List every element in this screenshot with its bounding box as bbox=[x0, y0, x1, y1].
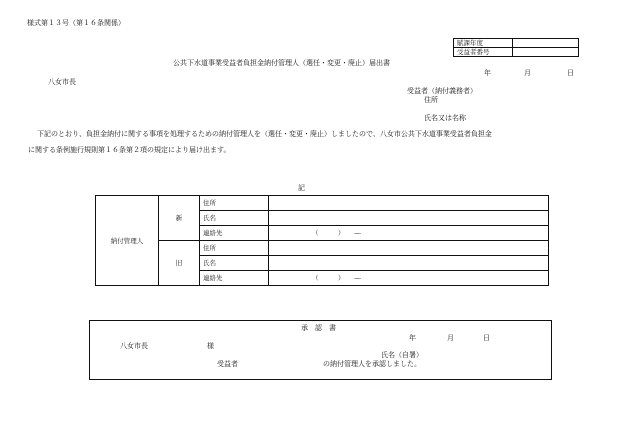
consent-beneficiary-label: 受益者 bbox=[217, 360, 238, 368]
body-text-line1: 下記のとおり、負担金納付に関する事項を処理するための納付管理人を（選任・変更・廃止）しましたので、八女市公共下水道事業受益者負担金 bbox=[37, 130, 492, 138]
consent-sign-label: 氏名（自署） bbox=[381, 351, 423, 359]
date-day: 日 bbox=[567, 69, 574, 77]
consent-addressee: 八女市長 bbox=[120, 342, 148, 350]
beneficiary-address-label: 住所 bbox=[424, 96, 438, 104]
row-label: 氏名 bbox=[200, 256, 269, 271]
row-label: 住所 bbox=[200, 241, 269, 256]
addressee: 八女市長 bbox=[48, 78, 76, 86]
consent-statement: の納付管理人を承認しました。 bbox=[323, 360, 421, 368]
consent-title: 承 認 書 bbox=[301, 324, 336, 332]
phone-format: （ ） ― bbox=[312, 274, 361, 282]
consent-year: 年 bbox=[409, 334, 416, 342]
new-name-field[interactable] bbox=[269, 211, 549, 226]
row-label: 住所 bbox=[200, 196, 269, 211]
form-number: 様式第１３号（第１６条関係） bbox=[27, 19, 125, 27]
group-new-label: 新 bbox=[159, 196, 200, 241]
tax-year-label: 賦課年度 bbox=[454, 39, 513, 48]
new-phone-field[interactable] bbox=[269, 226, 549, 241]
group-old-label: 旧 bbox=[159, 241, 200, 286]
old-name-field[interactable] bbox=[269, 256, 549, 271]
old-phone-field[interactable] bbox=[269, 271, 549, 286]
beneficiary-number-value[interactable] bbox=[513, 48, 579, 57]
beneficiary-number-label: 受益者番号 bbox=[454, 48, 513, 57]
agent-left-label: 納付管理人 bbox=[96, 196, 159, 286]
consent-month: 月 bbox=[447, 334, 454, 342]
consent-day: 日 bbox=[483, 334, 490, 342]
date-year: 年 bbox=[484, 69, 491, 77]
phone-format: （ ） ― bbox=[312, 229, 361, 237]
old-address-field[interactable] bbox=[269, 241, 549, 256]
consent-honorific: 様 bbox=[207, 342, 214, 350]
date-month: 月 bbox=[524, 69, 531, 77]
beneficiary-label: 受益者（納付義務者） bbox=[407, 87, 477, 95]
new-address-field[interactable] bbox=[269, 196, 549, 211]
row-label: 連絡先 bbox=[200, 271, 269, 286]
form-title: 公共下水道事業受益者負担金納付管理人（選任・変更・廃止）届出書 bbox=[173, 59, 390, 67]
row-label: 連絡先 bbox=[200, 226, 269, 241]
tax-info-box bbox=[453, 38, 579, 57]
body-text-line2: に関する条例施行規則第１６条第２項の規定により届け出ます。 bbox=[28, 146, 231, 154]
ki-heading: 記 bbox=[298, 184, 305, 192]
agent-table bbox=[95, 195, 549, 286]
row-label: 氏名 bbox=[200, 211, 269, 226]
tax-year-value[interactable] bbox=[513, 39, 579, 48]
beneficiary-name-label: 氏名又は名称 bbox=[424, 114, 466, 122]
